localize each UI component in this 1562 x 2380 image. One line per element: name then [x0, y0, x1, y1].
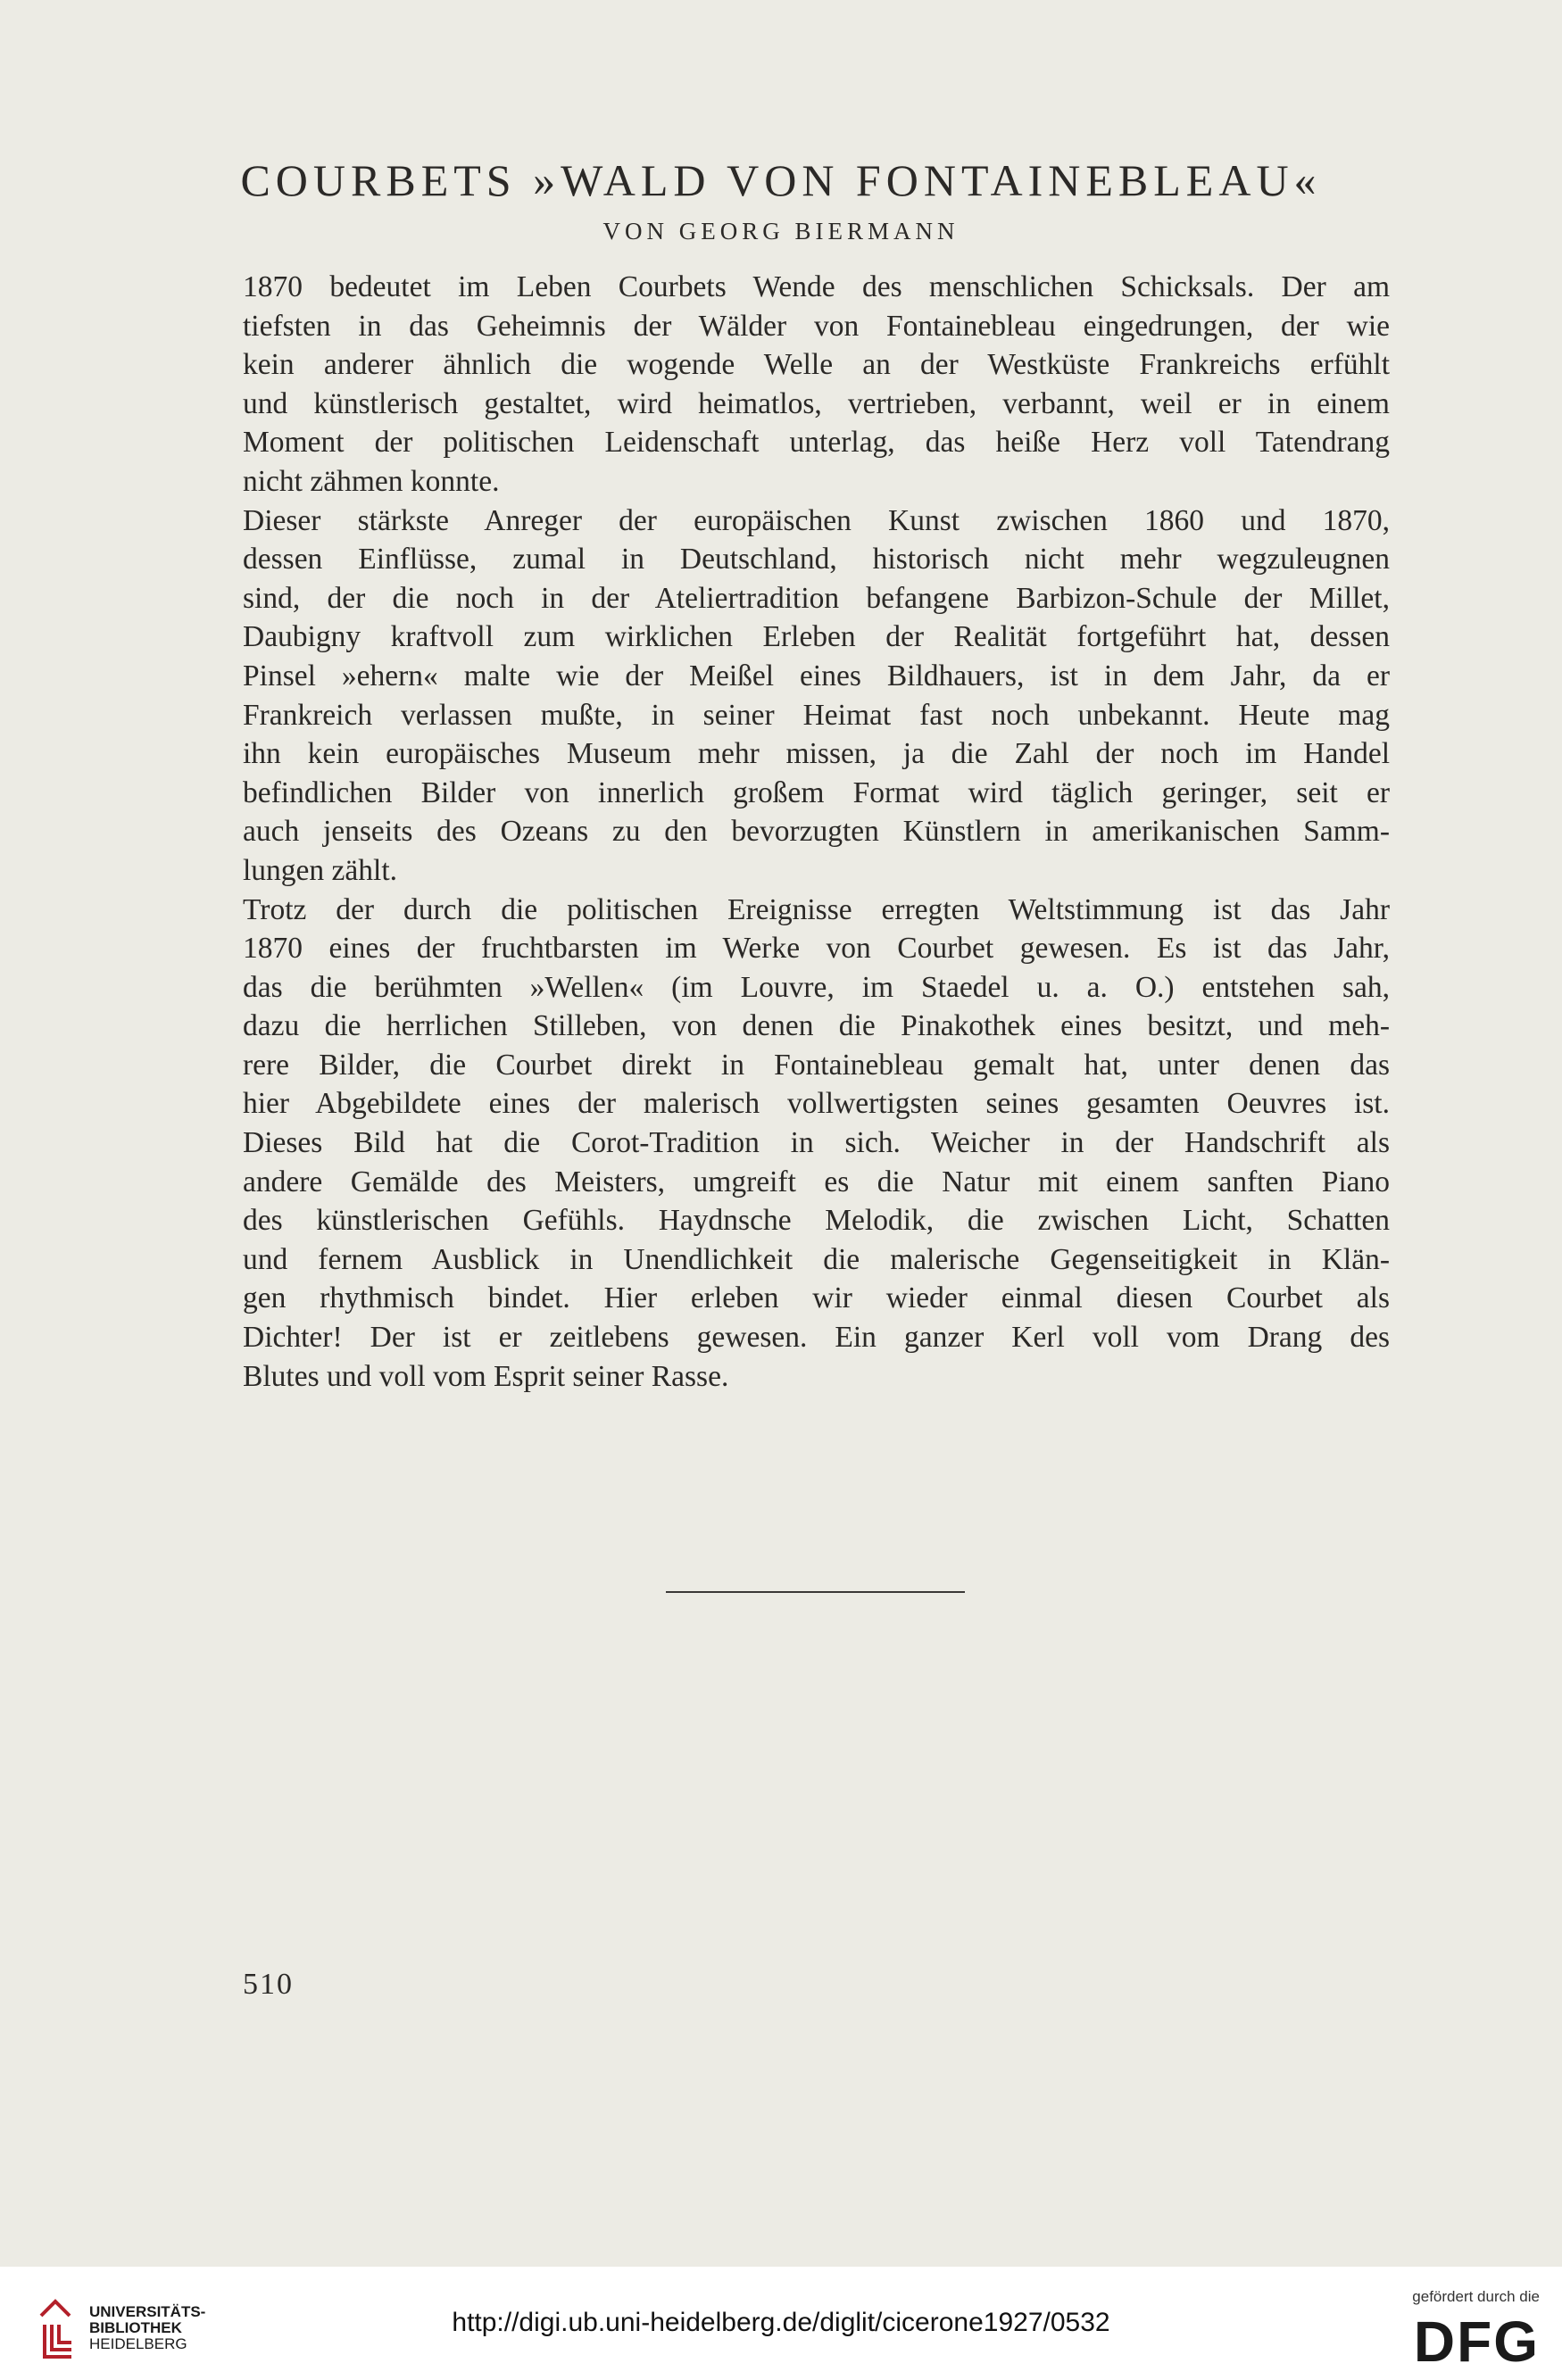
article-title: COURBETS »WALD VON FONTAINEBLEAU«	[240, 155, 1322, 205]
text-line: lungen zählt.	[243, 853, 398, 887]
digitization-footer	[0, 2267, 1562, 2380]
text-line: Dichter! Der ist er zeitlebens gewesen. Ein ganzer Kerl voll vom Drang des	[243, 1321, 1390, 1355]
text-line: nicht zähmen konnte.	[243, 464, 500, 498]
paragraph-1	[243, 268, 1390, 502]
paragraph-3	[243, 891, 1390, 1397]
text-line: Pinsel »ehern« malte wie der Meißel eines Bildhauers, ist in dem Jahr, da er	[243, 659, 1390, 692]
text-line: sind, der die noch in der Ateliertradition befangene Barbizon-Schule der Millet,	[243, 581, 1390, 615]
library-name-line: BIBLIOTHEK	[89, 2319, 182, 2336]
text-line: Frankreich verlassen mußte, in seiner Heimat fast noch unbekannt. Heute mag	[243, 698, 1390, 732]
text-line: 1870 bedeutet im Leben Courbets Wende des menschlichen Schicksals. Der am	[243, 270, 1390, 303]
text-line: dazu die herrlichen Stilleben, von denen die Pinakothek eines besitzt, und meh-	[243, 1009, 1390, 1043]
text-line: Dieser stärkste Anreger der europäischen Kunst zwischen 1860 und 1870,	[243, 503, 1390, 537]
permalink-url[interactable]: http://digi.ub.uni-heidelberg.de/diglit/cicerone1927/0532	[452, 2308, 1110, 2337]
text-line: kein anderer ähnlich die wogende Welle an der Westküste Frankreichs erfühlt	[243, 348, 1390, 382]
funding-caption: gefördert durch die	[1412, 2288, 1540, 2305]
text-line: dessen Einflüsse, zumal in Deutschland, historisch nicht mehr wegzuleugnen	[243, 543, 1390, 576]
text-line: und künstlerisch gestaltet, wird heimatlos, vertrieben, verbannt, weil er in einem	[243, 386, 1390, 420]
text-line: tiefsten in das Geheimnis der Wälder von Fontainebleau eingedrungen, der wie	[243, 309, 1390, 343]
dfg-logo: DFG	[1413, 2310, 1540, 2374]
library-name-line: HEIDELBERG	[89, 2335, 187, 2352]
section-divider	[666, 1591, 965, 1593]
text-line: hier Abgebildete eines der malerisch vollwertigsten seines gesamten Oeuvres ist.	[243, 1087, 1390, 1121]
text-line: des künstlerischen Gefühls. Haydnsche Melodik, die zwischen Licht, Schatten	[243, 1204, 1390, 1238]
text-line: rere Bilder, die Courbet direkt in Fontainebleau gemalt hat, unter denen das	[243, 1048, 1390, 1082]
text-line: und fernem Ausblick in Unendlichkeit die malerische Gegenseitigkeit in Klän-	[243, 1242, 1390, 1276]
text-line: 1870 eines der fruchtbarsten im Werke von Courbet gewesen. Es ist das Jahr,	[243, 932, 1390, 966]
text-line: andere Gemälde des Meisters, umgreift es die Natur mit einem sanften Piano	[243, 1165, 1390, 1198]
text-line: Blutes und voll vom Esprit seiner Rasse.	[243, 1359, 729, 1393]
text-line: Moment der politischen Leidenschaft unterlag, das heiße Herz voll Tatendrang	[243, 426, 1390, 460]
page-number: 510	[243, 1968, 294, 2001]
text-line: gen rhythmisch bindet. Hier erleben wir wieder einmal diesen Courbet als	[243, 1281, 1390, 1315]
paragraph-2	[243, 502, 1390, 891]
text-line: Daubigny kraftvoll zum wirklichen Erleben der Realität fortgeführt hat, dessen	[243, 620, 1390, 654]
text-line: ihn kein europäisches Museum mehr missen, ja die Zahl der noch im Handel	[243, 737, 1390, 771]
text-line: befindlichen Bilder von innerlich großem Format wird täglich geringer, seit er	[243, 775, 1390, 809]
text-line: auch jenseits des Ozeans zu den bevorzugten Künstlern in amerikanischen Samm-	[243, 815, 1390, 849]
article-body	[243, 268, 1390, 1396]
text-line: das die berühmten »Wellen« (im Louvre, im Staedel u. a. O.) entstehen sah,	[243, 970, 1390, 1004]
text-line: Dieses Bild hat die Corot-Tradition in sich. Weicher in der Handschrift als	[243, 1126, 1390, 1160]
article-author: VON GEORG BIERMANN	[602, 218, 960, 245]
text-line: Trotz der durch die politischen Ereignisse erregten Weltstimmung ist das Jahr	[243, 892, 1390, 926]
library-name-line: UNIVERSITÄTS-	[89, 2303, 206, 2320]
